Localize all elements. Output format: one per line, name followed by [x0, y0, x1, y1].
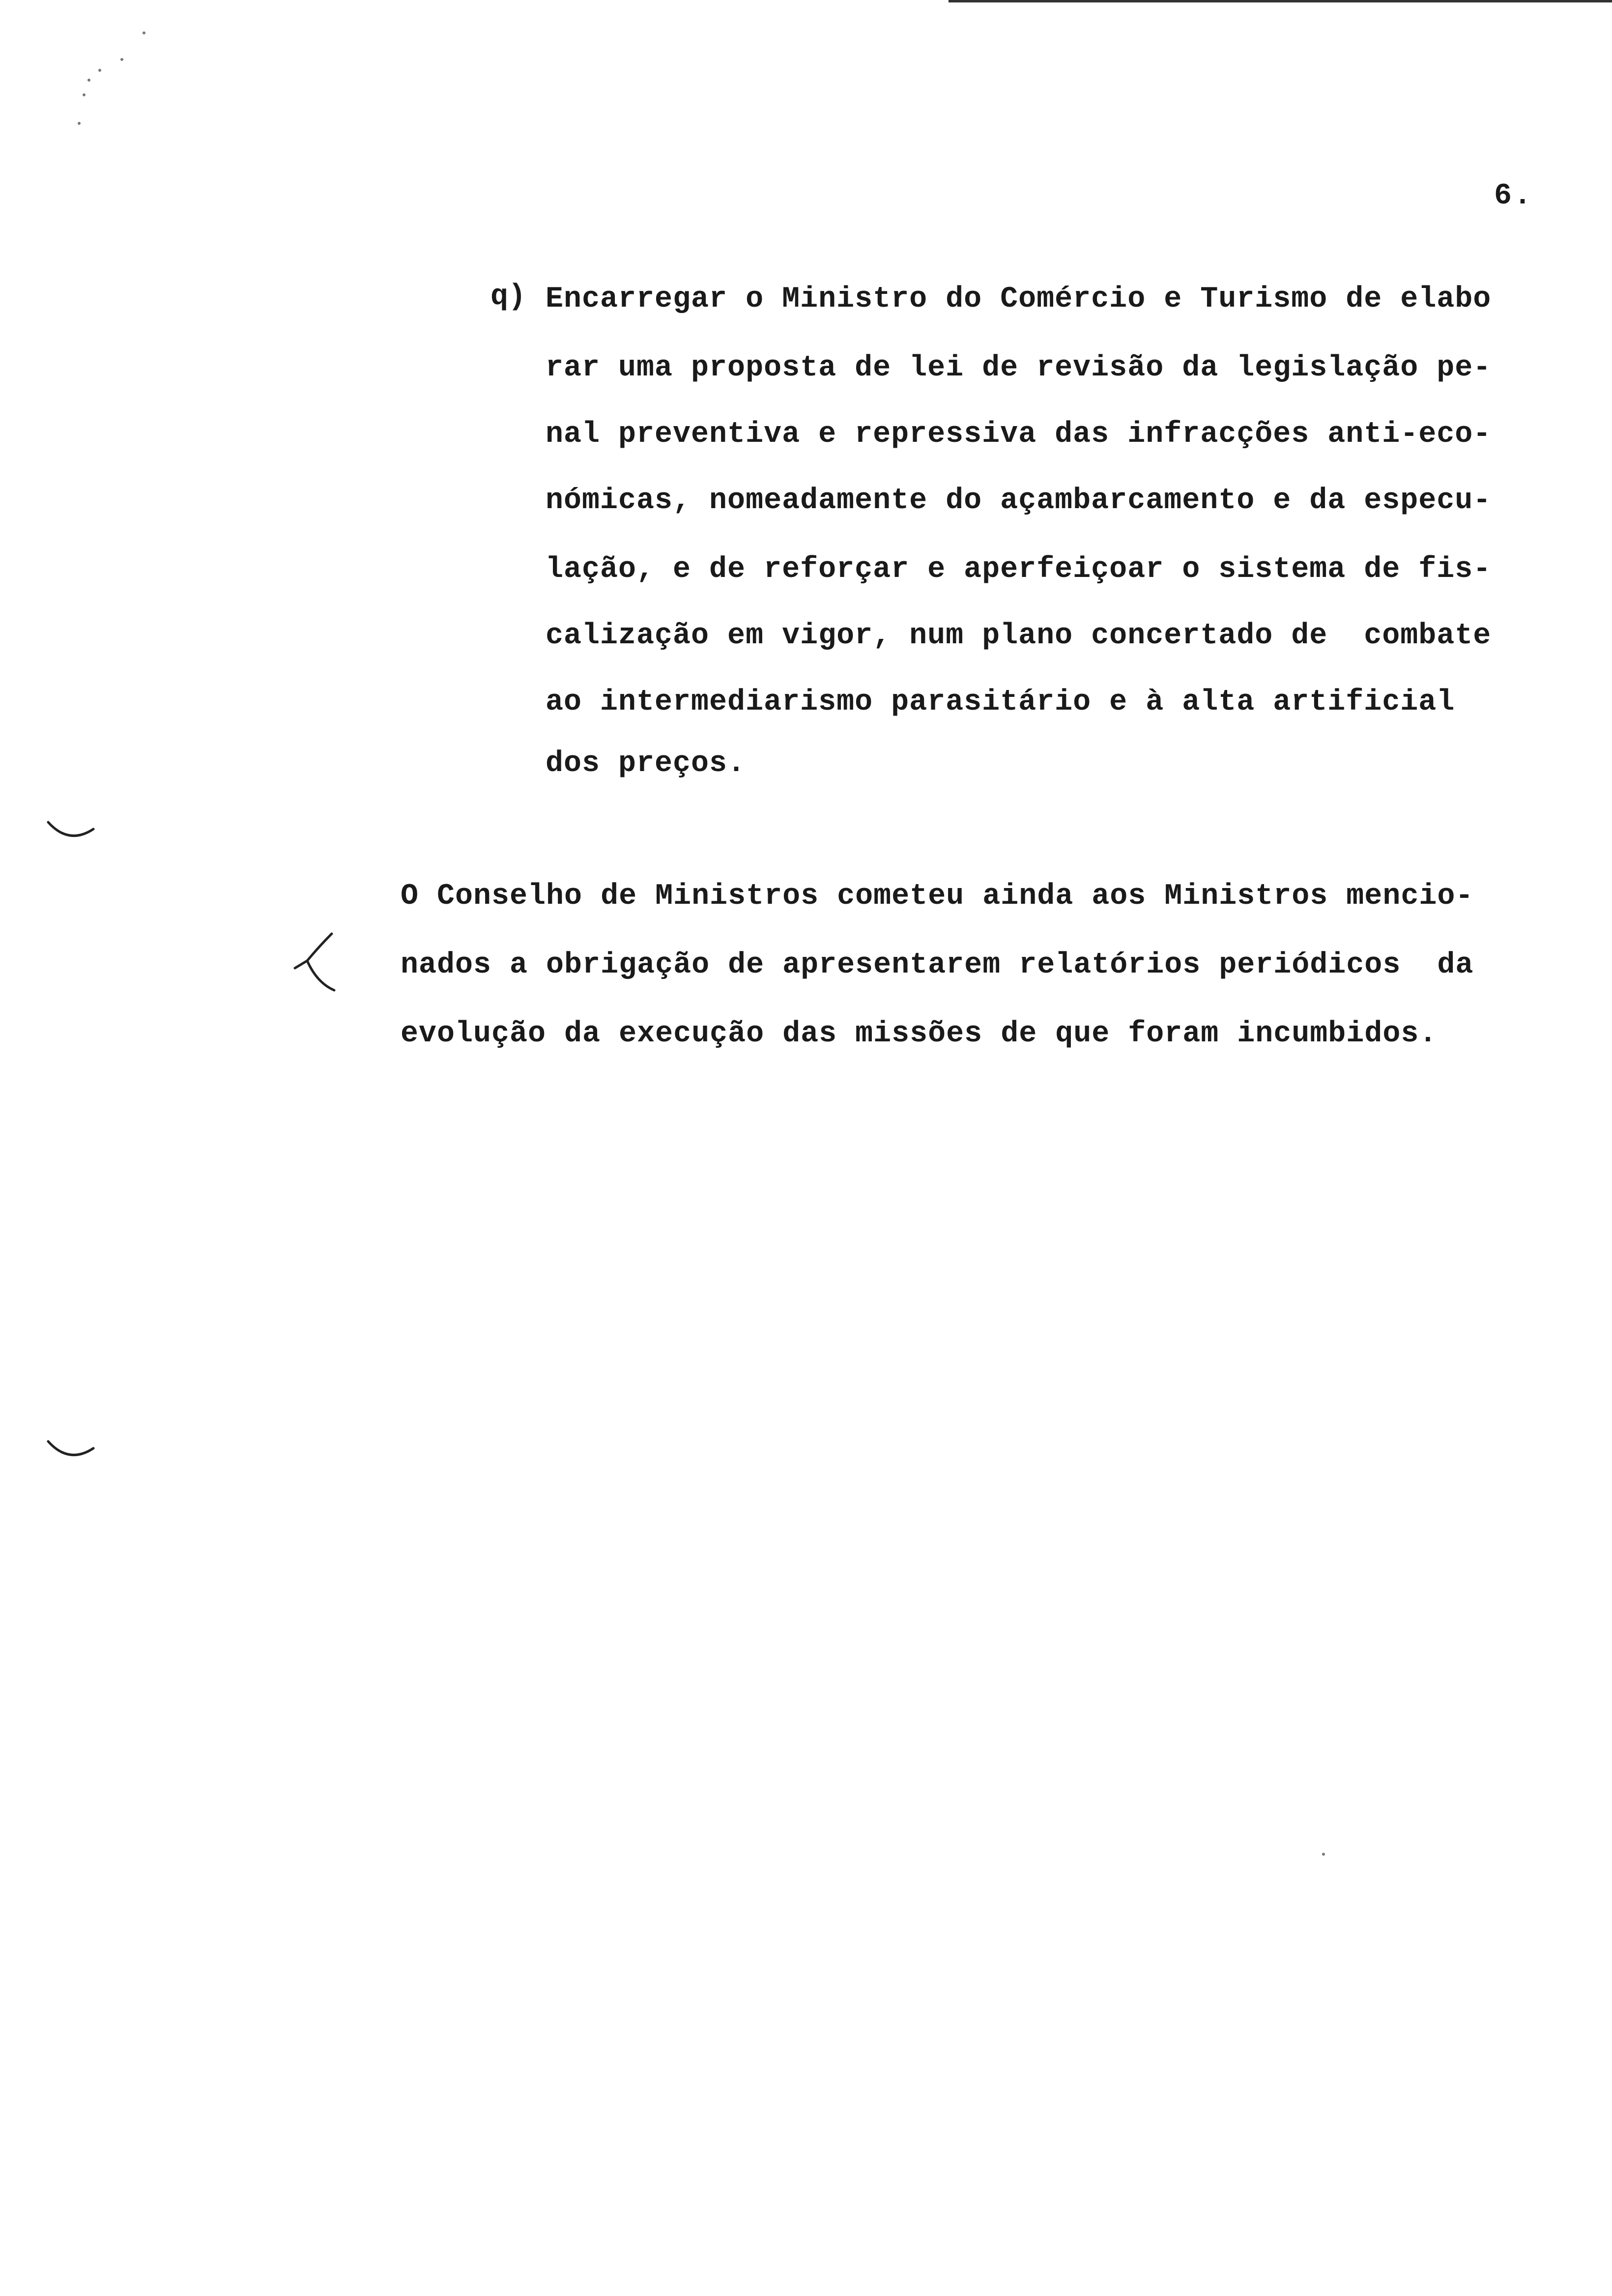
scan-speck: [98, 69, 101, 72]
item-q-label: q): [490, 280, 526, 314]
item-q-line: lação, e de reforçar e aperfeiçoar o sistema de fis-: [546, 553, 1492, 586]
top-edge-rule: [949, 0, 1612, 2]
scan-speck: [120, 58, 123, 61]
scan-speck: [1322, 1853, 1325, 1856]
scan-speck: [78, 122, 81, 125]
paragraph-line: O Conselho de Ministros cometeu ainda aos Ministros mencio-: [401, 880, 1474, 913]
scan-speck: [87, 79, 90, 82]
page-number: 6.: [1494, 179, 1534, 213]
item-q-line: calização em vigor, num plano concertado de combate: [546, 619, 1492, 653]
scan-speck: [143, 31, 145, 34]
paragraph-line: evolução da execução das missões de que foram incumbidos.: [401, 1017, 1438, 1051]
item-q-line: rar uma proposta de lei de revisão da legislação pe-: [546, 351, 1492, 385]
paragraph-line: nados a obrigação de apresentarem relatórios periódicos da: [401, 948, 1474, 982]
hole-punch-curve-icon: [44, 1437, 98, 1467]
item-q-line: dos preços.: [546, 747, 746, 780]
item-q-line: Encarregar o Ministro do Comércio e Turismo de elabo: [546, 283, 1492, 316]
item-q-line: ao intermediarismo parasitário e à alta artificial: [546, 686, 1455, 719]
item-q-line: nómicas, nomeadamente do açambarcamento e da especu-: [546, 484, 1492, 517]
hole-punch-curve-icon: [44, 818, 98, 848]
item-q-line: nal preventiva e repressiva das infracções anti-eco-: [546, 418, 1492, 451]
scan-speck: [83, 93, 86, 96]
check-tick-icon: [290, 931, 344, 995]
